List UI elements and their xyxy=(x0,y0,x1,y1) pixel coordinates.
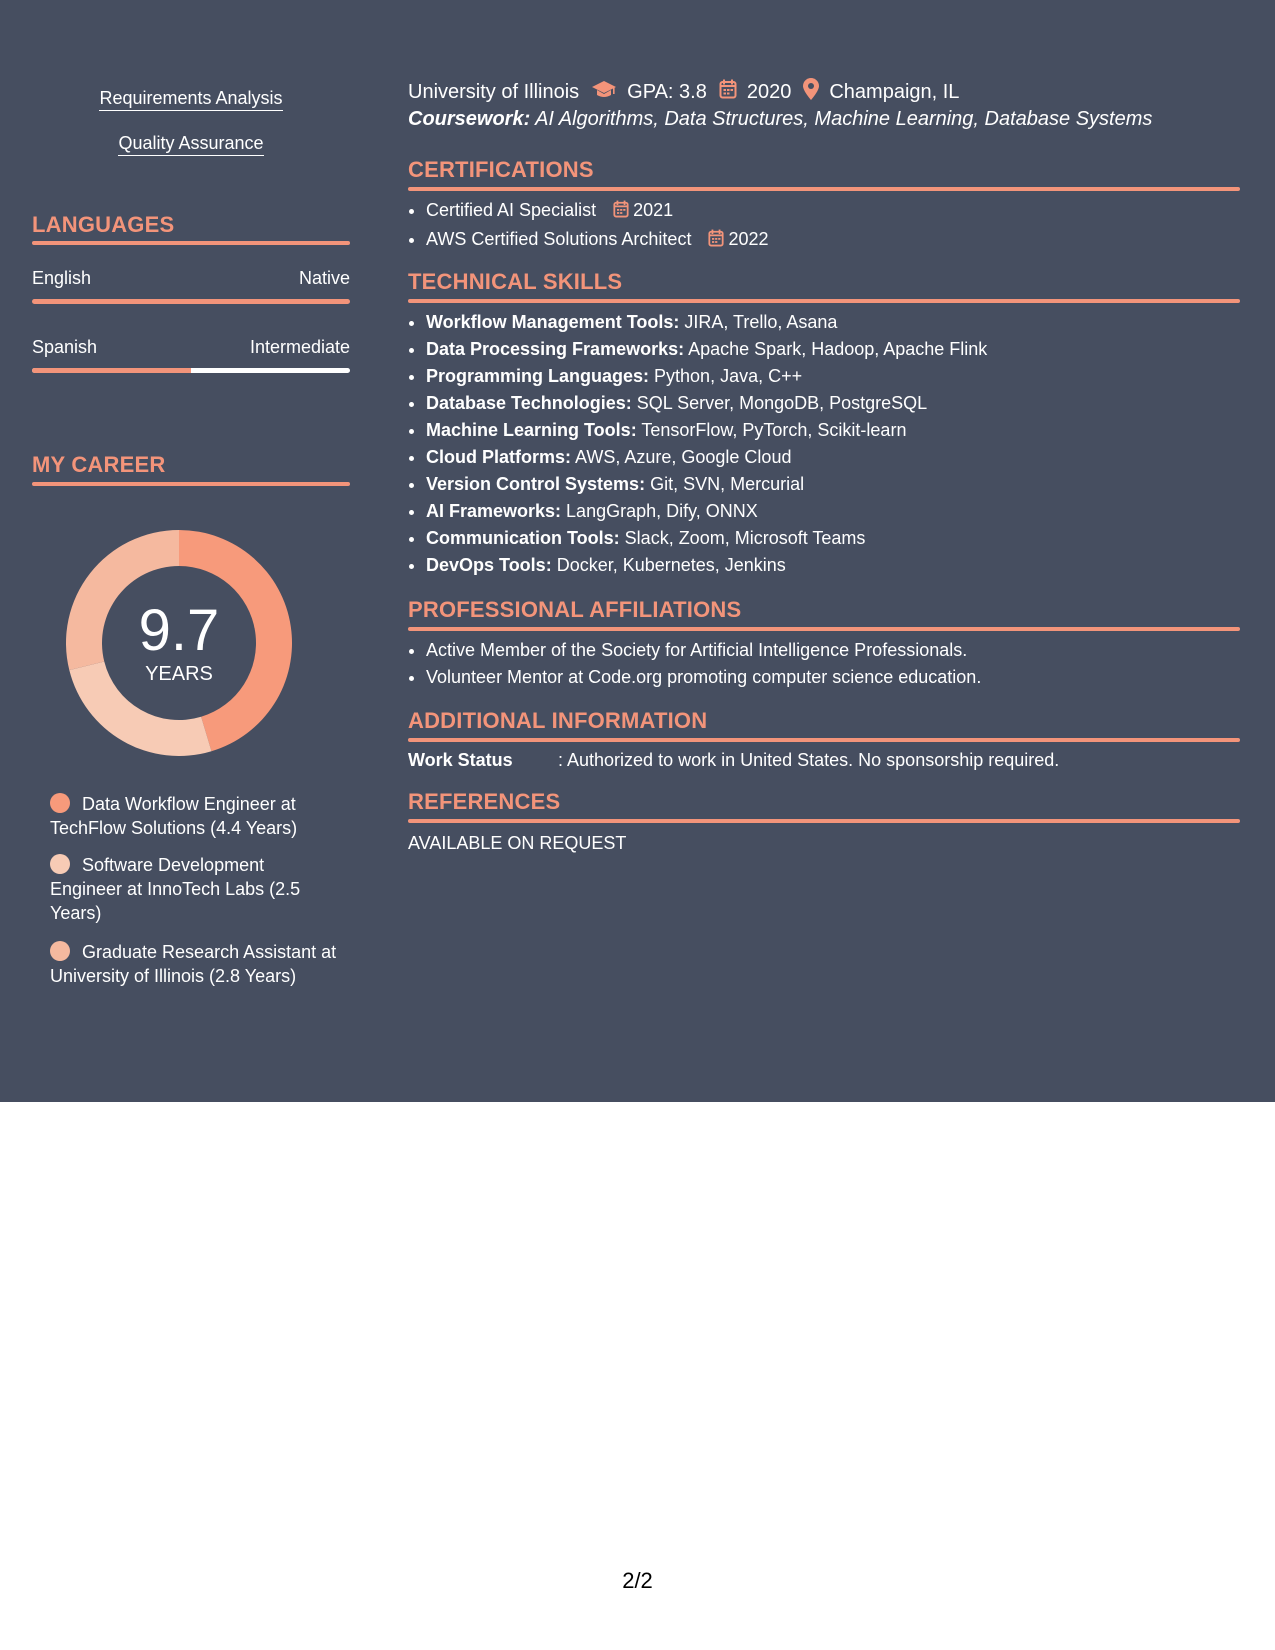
languages-heading: LANGUAGES xyxy=(32,212,175,237)
section-divider xyxy=(408,819,1240,823)
skill-tag-label: Quality Assurance xyxy=(118,133,263,156)
skill-item xyxy=(426,552,987,579)
language-proficiency-fill xyxy=(32,299,350,304)
language-proficiency-bar xyxy=(32,368,350,373)
career-donut-chart xyxy=(66,530,292,756)
career-legend-item xyxy=(50,853,340,925)
skill-item xyxy=(426,309,987,336)
career-legend-label: Data Workflow Engineer at TechFlow Solutions (4.4 Years) xyxy=(50,794,298,838)
skill-category: Machine Learning Tools: xyxy=(426,420,637,440)
skill-tag xyxy=(32,88,350,109)
legend-dot-icon xyxy=(50,793,70,813)
skill-tag-label: Requirements Analysis xyxy=(99,88,282,111)
skill-category: Cloud Platforms: xyxy=(426,447,572,467)
career-legend-item xyxy=(50,940,340,988)
certification-year: 2021 xyxy=(633,200,674,220)
certification-name: AWS Certified Solutions Architect xyxy=(426,229,692,249)
skill-category: AI Frameworks: xyxy=(426,501,562,521)
certifications-heading: CERTIFICATIONS xyxy=(408,157,594,182)
skill-values: AWS, Azure, Google Cloud xyxy=(571,447,792,467)
skill-item xyxy=(426,417,987,444)
skill-category: DevOps Tools: xyxy=(426,555,552,575)
skill-category: Database Technologies: xyxy=(426,393,632,413)
certification-item xyxy=(426,226,769,255)
language-name: Spanish xyxy=(32,337,98,357)
language-level: Intermediate xyxy=(249,337,350,357)
skill-item xyxy=(426,390,987,417)
skill-item xyxy=(426,525,987,552)
affiliations-heading: PROFESSIONAL AFFILIATIONS xyxy=(408,597,742,622)
references-heading: REFERENCES xyxy=(408,789,561,814)
skill-values: Python, Java, C++ xyxy=(649,366,803,386)
work-status-label: Work Status xyxy=(408,750,513,770)
additional-info-heading: ADDITIONAL INFORMATION xyxy=(408,708,708,733)
skill-item xyxy=(426,336,987,363)
skill-category: Workflow Management Tools: xyxy=(426,312,680,332)
calendar-icon xyxy=(613,199,629,226)
coursework-list: AI Algorithms, Data Structures, Machine Learning, Database Systems xyxy=(530,108,1153,130)
skill-category: Data Processing Frameworks: xyxy=(426,339,685,359)
career-legend-label: Software Development Engineer at InnoTech Labs (2.5 Years) xyxy=(50,855,301,923)
career-total-unit: YEARS xyxy=(145,662,213,685)
education-line xyxy=(408,78,959,106)
certification-name: Certified AI Specialist xyxy=(426,200,597,220)
work-status-value: : Authorized to work in United States. No sponsorship required. xyxy=(558,750,1060,770)
language-name: English xyxy=(32,268,92,288)
school-name: University of Illinois xyxy=(408,80,580,103)
skill-values: LangGraph, Dify, ONNX xyxy=(561,501,758,521)
language-proficiency-bar xyxy=(32,299,350,304)
career-legend-item xyxy=(50,792,340,840)
skill-item xyxy=(426,363,987,390)
certifications-list xyxy=(408,197,769,255)
gpa: GPA: 3.8 xyxy=(627,80,707,103)
section-divider xyxy=(408,187,1240,191)
career-total-years: 9.7 xyxy=(138,597,220,663)
skill-category: Communication Tools: xyxy=(426,528,620,548)
skill-values: Git, SVN, Mercurial xyxy=(645,474,805,494)
skill-values: Slack, Zoom, Microsoft Teams xyxy=(619,528,866,548)
graduation-cap-icon xyxy=(591,79,617,105)
skill-values: JIRA, Trello, Asana xyxy=(679,312,838,332)
skill-values: Apache Spark, Hadoop, Apache Flink xyxy=(684,339,988,359)
certification-item xyxy=(426,197,769,226)
coursework xyxy=(408,108,1152,131)
career-legend-label: Graduate Research Assistant at University of Illinois (2.8 Years) xyxy=(50,942,337,986)
legend-dot-icon xyxy=(50,854,70,874)
calendar-icon xyxy=(719,79,737,105)
section-divider xyxy=(408,299,1240,303)
page-number: 2/2 xyxy=(622,1568,653,1593)
affiliation-item: • Active Member of the Society for Artificial Intelligence Professionals. xyxy=(426,637,981,664)
skill-category: Programming Languages: xyxy=(426,366,650,386)
work-status-row xyxy=(408,750,1059,771)
coursework-label: Coursework: xyxy=(408,108,531,130)
technical-skills-list xyxy=(408,309,987,579)
section-divider xyxy=(408,627,1240,631)
career-heading: MY CAREER xyxy=(32,452,166,477)
affiliations-list xyxy=(408,637,981,691)
technical-skills-heading: TECHNICAL SKILLS xyxy=(408,269,623,294)
section-divider xyxy=(32,482,350,486)
skill-values: Docker, Kubernetes, Jenkins xyxy=(551,555,786,575)
language-level: Native xyxy=(298,268,350,288)
language-row xyxy=(32,337,350,358)
skill-item xyxy=(426,498,987,525)
certification-year: 2022 xyxy=(728,229,769,249)
skill-values: SQL Server, MongoDB, PostgreSQL xyxy=(631,393,928,413)
location-pin-icon xyxy=(803,78,819,106)
school-location: Champaign, IL xyxy=(829,80,960,103)
affiliation-item: • Volunteer Mentor at Code.org promoting computer science education. xyxy=(426,664,981,691)
language-proficiency-fill xyxy=(32,368,191,373)
donut-center xyxy=(66,530,292,756)
skill-values: TensorFlow, PyTorch, Scikit-learn xyxy=(636,420,907,440)
section-divider xyxy=(32,241,350,245)
skill-item xyxy=(426,444,987,471)
skill-item xyxy=(426,471,987,498)
legend-dot-icon xyxy=(50,941,70,961)
graduation-year: 2020 xyxy=(746,80,792,103)
calendar-icon xyxy=(708,228,724,255)
references-text: AVAILABLE ON REQUEST xyxy=(408,833,627,853)
section-divider xyxy=(408,738,1240,742)
skill-tag xyxy=(32,133,350,154)
skill-category: Version Control Systems: xyxy=(426,474,646,494)
language-row xyxy=(32,268,350,289)
